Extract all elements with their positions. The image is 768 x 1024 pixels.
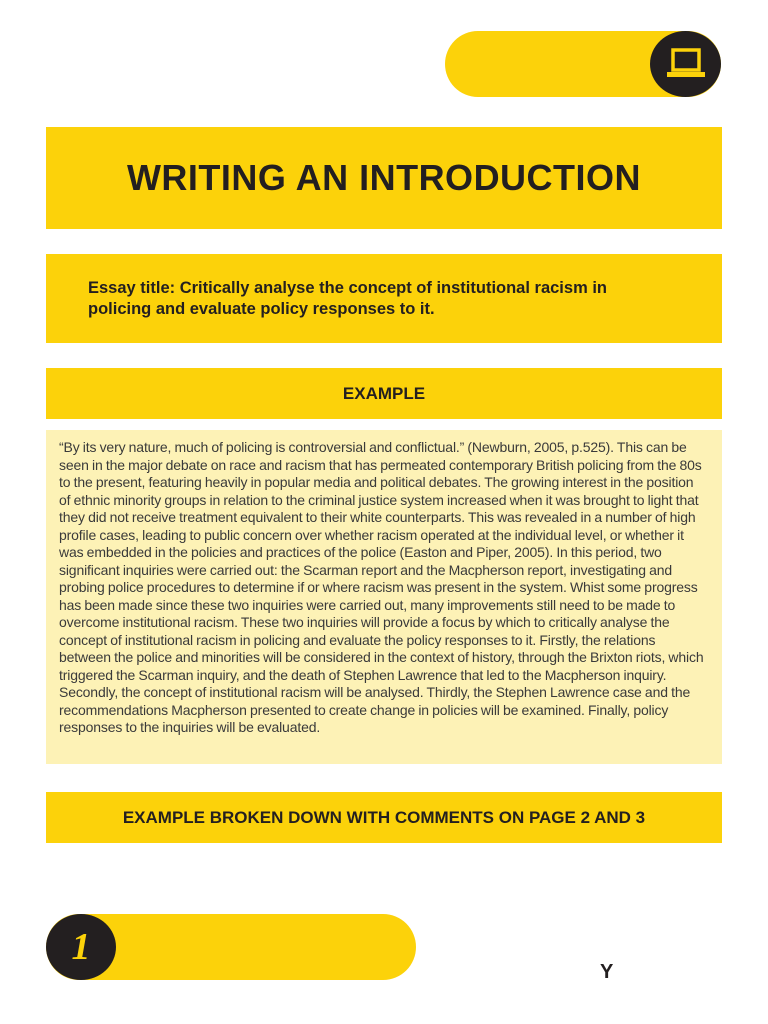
example-text-panel [46, 430, 722, 764]
title-banner [46, 127, 722, 229]
page-number: 1 [71, 926, 91, 968]
essay-title-banner [46, 254, 722, 343]
laptop-icon [666, 47, 706, 81]
example-heading: EXAMPLE [342, 383, 426, 403]
page-number-badge [46, 914, 116, 980]
essay-title-text: Essay title: Critically analyse the concept of institutional racism in policing and evaluate policy responses to it. [88, 279, 607, 318]
breakdown-note-banner [46, 792, 722, 843]
example-paragraph: “By its very nature, much of policing is controversial and conflictual.” (Newburn, 2005, p.525). This can be seen in the major debate on race and racism that has permeated contemporary British policing from the 80s to the present, featuring heavily in popular media and political debates. The growing interest in the position of ethnic minority groups in relation to the criminal justice system increased when it was brought to light that they did not receive treatment equivalent to their white counterparts. This was revealed in a number of high profile cases, leading to public concern over whether racism operated at the individual level, or whether it was embedded in the policies and practices of the police (Easton and Piper, 2005). In this period, two significant inquiries were carried out: the Scarman report and the Macpherson report, investigating and probing police procedures to determine if or where racism was present in the system. Whist some progress has been made since these two inquiries were carried out, many improvements still need to be made to overcome institutional racism. These two inquiries will provide a focus by which to critically analyse the concept of institutional racism in policing and evaluate the policy responses to it. Firstly, the relations between the police and minorities will be considered in the context of history, through the Brixton riots, which triggered the Scarman inquiry, and the death of Stephen Lawrence that led to the Macpherson inquiry. Secondly, the concept of institutional racism will be analysed. Thirdly, the Stephen Lawrence case and the recommendations Macpherson presented to create change in policies will be examined. Finally, policy responses to the inquiries will be evaluated. [59, 439, 704, 735]
laptop-badge [650, 31, 721, 97]
page-title: WRITING AN INTRODUCTION [126, 157, 642, 198]
example-heading-banner [46, 368, 722, 419]
corner-letter: Y [600, 961, 614, 983]
breakdown-note: EXAMPLE BROKEN DOWN WITH COMMENTS ON PAGE 2 AND 3 [122, 807, 646, 827]
